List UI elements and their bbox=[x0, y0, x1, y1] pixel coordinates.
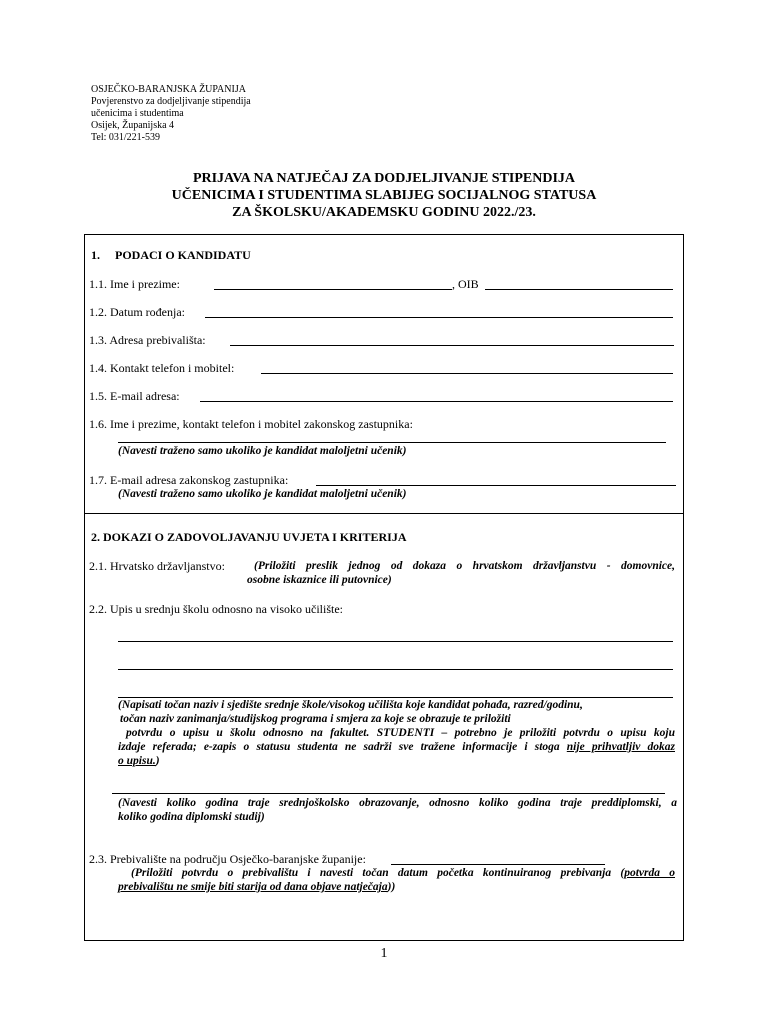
enrollment-note-line3: potvrdu o upisu u školu odnosno na fakultet. STUDENTI – potrebno je priložiti potvrdu o upisu koju bbox=[126, 727, 675, 739]
guardian-email-note: (Navesti traženo samo ukoliko je kandidat maloljetni učenik) bbox=[118, 488, 407, 500]
field-citizenship-label: 2.1. Hrvatsko državljanstvo: bbox=[89, 559, 225, 573]
section1-heading: 1. PODACI O KANDIDATU bbox=[91, 248, 251, 262]
residence-note-line1: (Priložiti potvrdu o prebivalištu i navesti točan datum početka kontinuiranog prebivanja (potvrda o bbox=[131, 867, 675, 879]
section1-box bbox=[84, 234, 684, 514]
field-address-label: 1.3. Adresa prebivališta: bbox=[89, 333, 206, 347]
guardian-input-line[interactable] bbox=[118, 442, 666, 443]
residence-input-line[interactable] bbox=[391, 864, 605, 865]
section2-heading: 2. DOKAZI O ZADOVOLJAVANJU UVJETA I KRITERIJA bbox=[91, 530, 407, 544]
field-email-label: 1.5. E-mail adresa: bbox=[89, 389, 180, 403]
field-guardian-email-label: 1.7. E-mail adresa zakonskog zastupnika: bbox=[89, 473, 289, 487]
email-input-line[interactable] bbox=[200, 401, 673, 402]
guardian-note: (Navesti traženo samo ukoliko je kandidat maloljetni učenik) bbox=[118, 445, 407, 457]
enrollment-input-line-1[interactable] bbox=[118, 641, 673, 642]
enrollment-note-line2: točan naziv zanimanja/studijskog programa i smjera za koje se obrazuje te priložiti bbox=[120, 713, 511, 725]
field-name-label: 1.1. Ime i prezime: bbox=[89, 277, 180, 291]
document-title-line1: PRIJAVA NA NATJEČAJ ZA DODJELJIVANJE STIPENDIJA bbox=[192, 171, 576, 186]
study-duration-note-line2: koliko godina diplomski studij) bbox=[118, 811, 265, 823]
org-name: OSJEČKO-BARANJSKA ŽUPANIJA bbox=[91, 84, 246, 95]
citizenship-note-line2: osobne iskaznice ili putovnice) bbox=[247, 574, 392, 586]
guardian-email-input-line[interactable] bbox=[316, 485, 676, 486]
document-title-line3: ZA ŠKOLSKU/AKADEMSKU GODINU 2022./23. bbox=[232, 205, 536, 220]
name-input-line[interactable] bbox=[214, 289, 452, 290]
section2-box bbox=[84, 513, 684, 941]
study-duration-note-line1: (Navesti koliko godina traje srednjoškolsko obrazovanje, odnosno koliko godina traje preddiplomski, a bbox=[118, 797, 677, 809]
citizenship-note-line1: (Priložiti preslik jednog od dokaza o hrvatskom državljanstvu - domovnice, bbox=[254, 560, 675, 572]
field-guardian-label: 1.6. Ime i prezime, kontakt telefon i mobitel zakonskog zastupnika: bbox=[89, 417, 413, 431]
org-committee: Povjerenstvo za dodjeljivanje stipendija bbox=[91, 96, 251, 107]
address-input-line[interactable] bbox=[230, 345, 674, 346]
enrollment-input-line-2[interactable] bbox=[118, 669, 673, 670]
field-oib-label: , OIB bbox=[452, 277, 479, 291]
enrollment-note-line1: (Napisati točan naziv i sjedište srednje škole/visokog učilišta koje kandidat pohađa, razred/godinu, bbox=[118, 699, 583, 711]
field-phone-label: 1.4. Kontakt telefon i mobitel: bbox=[89, 361, 235, 375]
org-committee-cont: učenicima i studentima bbox=[91, 108, 184, 119]
enrollment-note-line5: o upisu.) bbox=[118, 755, 160, 767]
document-title-line2: UČENICIMA I STUDENTIMA SLABIJEG SOCIJALNOG STATUSA bbox=[171, 188, 597, 203]
field-enrollment-label: 2.2. Upis u srednju školu odnosno na visoko učilište: bbox=[89, 602, 343, 616]
residence-note-line2: prebivalištu ne smije biti starija od dana objave natječaja)) bbox=[118, 881, 396, 893]
enrollment-note-line4: izdaje referada; e-zapis o statusu studenta ne sadrži sve tražene informacije i stoga nije prihvatljiv dokaz bbox=[118, 741, 675, 753]
field-birthdate-label: 1.2. Datum rođenja: bbox=[89, 305, 185, 319]
org-address: Osijek, Županijska 4 bbox=[91, 120, 175, 131]
oib-input-line[interactable] bbox=[485, 289, 673, 290]
study-duration-input-line[interactable] bbox=[112, 793, 665, 794]
field-residence-label: 2.3. Prebivalište na području Osječko-baranjske županije: bbox=[89, 852, 366, 866]
page-number: 1 bbox=[380, 946, 388, 961]
org-phone: Tel: 031/221-539 bbox=[91, 132, 161, 143]
phone-input-line[interactable] bbox=[261, 373, 673, 374]
birthdate-input-line[interactable] bbox=[205, 317, 673, 318]
